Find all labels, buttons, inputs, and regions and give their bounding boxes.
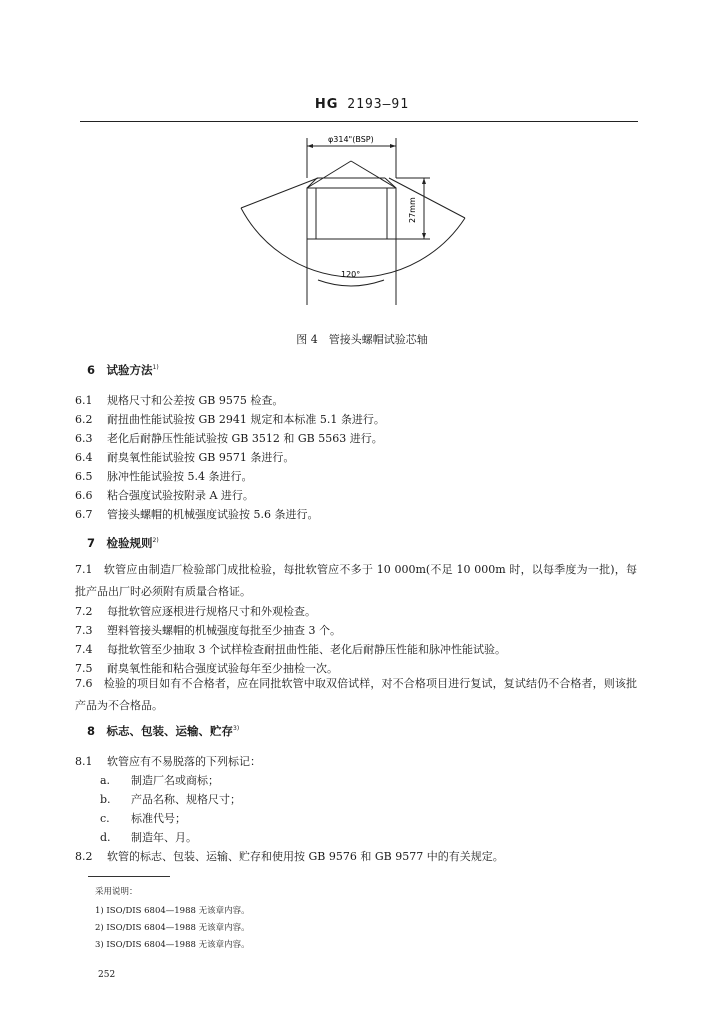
footnote-rule [88, 876, 170, 877]
item-6-4: 6.4 耐臭氧性能试验按 GB 9571 条进行。 [75, 451, 295, 464]
item-7-6: 7.6 检验的项目如有不合格者，应在同批软管中取双倍试样，对不合格项目进行复试，复试结仍不合格者，则该批产品为不合格品。 [75, 677, 637, 712]
footnote-1: 1) ISO/DIS 6804—1988 无该章内容。 [95, 906, 250, 916]
section-8-title: 8 标志、包装、运输、贮存$^{3)}$ [87, 724, 240, 738]
footnote-2: 2) ISO/DIS 6804—1988 无该章内容。 [95, 923, 250, 933]
standard-prefix: HG [314, 97, 339, 112]
footnote-3: 3) ISO/DIS 6804—1988 无该章内容。 [95, 940, 250, 950]
dim-right-label: 27mm [408, 197, 417, 223]
item-7-3: 7.3 塑料管接头螺帽的机械强度每批至少抽查 3 个。 [75, 624, 341, 637]
item-7-1: 7.1 软管应由制造厂检验部门成批检验，每批软管应不多于 10 000m(不足 10 000m 时，以每季度为一批)，每批产品出厂时必须附有质量合格证。 [75, 563, 637, 598]
item-7-5: 7.5 耐臭氧性能和粘合强度试验每年至少抽检一次。 [75, 662, 338, 675]
section-7-title: 7 检验规则$^{2)}$ [87, 536, 159, 550]
dim-angle-label: 120° [341, 270, 361, 279]
thread-body [307, 188, 396, 239]
subitem-b: b. 产品名称、规格尺寸； [100, 793, 241, 806]
mandrel-figure [0, 0, 724, 330]
item-6-3: 6.3 老化后耐静压性能试验按 GB 3512 和 GB 5563 进行。 [75, 432, 383, 445]
item-6-5: 6.5 脉冲性能试验按 5.4 条进行。 [75, 470, 253, 483]
item-7-4: 7.4 每批软管至少抽取 3 个试样检查耐扭曲性能、老化后耐静压性能和脉冲性能试验。 [75, 643, 506, 656]
item-8-1: 8.1 软管应有不易脱落的下列标记： [75, 755, 261, 768]
subitem-c: c. 标准代号； [100, 812, 186, 825]
item-6-7: 6.7 管接头螺帽的机械强度试验按 5.6 条进行。 [75, 508, 319, 521]
subitem-d: d. 制造年、月。 [100, 831, 197, 844]
page-number: 252 [98, 970, 116, 980]
footnote-title: 采用说明： [95, 887, 138, 897]
item-6-6: 6.6 粘合强度试验按附录 A 进行。 [75, 489, 254, 502]
dim-top-label: φ314"(BSP) [328, 135, 374, 144]
figure-caption: 图 4 管接头螺帽试验芯轴 [296, 333, 428, 346]
item-8-2: 8.2 软管的标志、包装、运输、贮存和使用按 GB 9576 和 GB 9577 中的有关规定。 [75, 850, 504, 863]
section-6-title: 6 试验方法$^{1)}$ [87, 363, 159, 377]
standard-code: 2193—91 [347, 97, 410, 112]
subitem-a: a. 制造厂名或商标； [100, 774, 219, 787]
item-7-2: 7.2 每批软管应逐根进行规格尺寸和外观检查。 [75, 605, 316, 618]
item-6-1: 6.1 规格尺寸和公差按 GB 9575 检查。 [75, 394, 284, 407]
arc-outline [241, 208, 465, 277]
item-6-2: 6.2 耐扭曲性能试验按 GB 2941 规定和本标准 5.1 条进行。 [75, 413, 385, 426]
